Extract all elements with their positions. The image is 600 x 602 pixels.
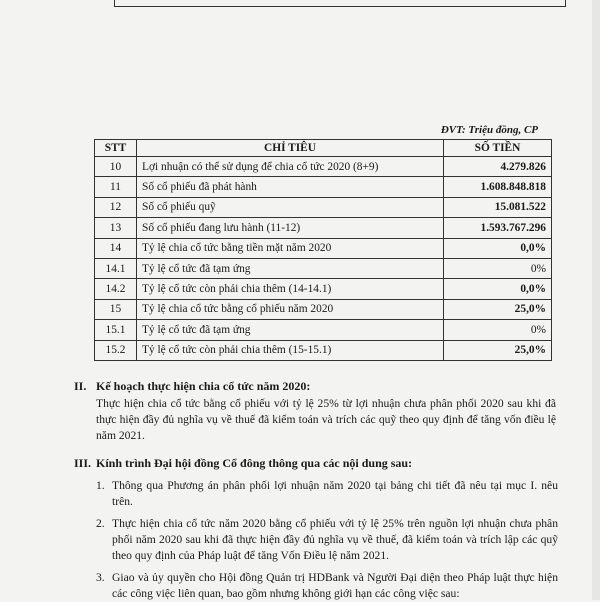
section-2-title: Kế hoạch thực hiện chia cổ tức năm 2020: xyxy=(96,379,311,393)
table-cell-so-tien: 0,0% xyxy=(444,238,552,258)
previous-table-edge xyxy=(114,0,566,7)
table-row xyxy=(95,157,552,177)
table-header-row xyxy=(95,140,552,157)
table-cell-chi-tieu: Tỷ lệ cổ tức đã tạm ứng xyxy=(137,258,444,278)
table-cell-stt: 10 xyxy=(95,157,137,177)
header-so-tien: SỐ TIỀN xyxy=(444,140,552,157)
table-cell-so-tien: 0% xyxy=(444,258,552,278)
list-item-2 xyxy=(96,516,558,564)
table-cell-so-tien: 15.081.522 xyxy=(444,197,552,217)
table-row xyxy=(95,258,552,278)
table-cell-so-tien: 0,0% xyxy=(444,279,552,299)
list-item-number: 1. xyxy=(96,479,105,492)
list-item-text: Giao và ủy quyền cho Hội đồng Quản trị HDBank và Người Đại diện theo Pháp luật thực hiện các công việc liên quan, bao gồm nhưng không giới hạn các công việc sau: xyxy=(112,571,558,600)
list-item-3 xyxy=(96,570,558,602)
section-2-heading xyxy=(74,379,310,394)
table-cell-so-tien: 1.608.848.818 xyxy=(444,177,552,197)
table-cell-stt: 15 xyxy=(95,299,137,319)
table-row xyxy=(95,197,552,217)
table-cell-so-tien: 25,0% xyxy=(444,340,552,360)
table-cell-chi-tieu: Tỷ lệ cổ tức còn phải chia thêm (15-15.1) xyxy=(137,340,444,360)
table-cell-stt: 15.2 xyxy=(95,340,137,360)
list-item-number: 3. xyxy=(96,571,105,584)
section-2-number: II. xyxy=(74,379,87,393)
table-cell-so-tien: 25,0% xyxy=(444,299,552,319)
list-item-1 xyxy=(96,478,558,510)
table-cell-chi-tieu: Số cổ phiếu quỹ xyxy=(137,197,444,217)
table-cell-chi-tieu: Tỷ lệ chia cổ tức bằng tiền mặt năm 2020 xyxy=(137,238,444,258)
table-cell-so-tien: 1.593.767.296 xyxy=(444,218,552,238)
table-cell-chi-tieu: Tỷ lệ chia cổ tức bằng cổ phiếu năm 2020 xyxy=(137,299,444,319)
table-cell-chi-tieu: Số cổ phiếu đã phát hành xyxy=(137,177,444,197)
dividend-table xyxy=(94,139,552,361)
table-cell-so-tien: 4.279.826 xyxy=(444,157,552,177)
list-item-number: 2. xyxy=(96,517,105,530)
table-cell-chi-tieu: Lợi nhuận có thể sử dụng để chia cổ tức 2020 (8+9) xyxy=(137,157,444,177)
list-item-text: Thực hiện chia cổ tức năm 2020 bằng cổ phiếu với tỷ lệ 25% trên nguồn lợi nhuận chưa phân phối năm 2020 sau khi đã thực hiện đầy đủ nghĩa vụ về thuế, đã kiểm toán và trích lập các quỹ theo quy định của Pháp luật để tăng Vốn Điều lệ năm 2021. xyxy=(112,517,558,562)
table-row xyxy=(95,320,552,340)
table-cell-so-tien: 0% xyxy=(444,320,552,340)
table-cell-stt: 12 xyxy=(95,197,137,217)
section-3-number: III. xyxy=(74,456,92,470)
table-cell-stt: 14 xyxy=(95,238,137,258)
list-item-text: Thông qua Phương án phân phối lợi nhuận năm 2020 tại bảng chi tiết đã nêu tại mục I. nêu trên. xyxy=(112,479,558,508)
section-3-title: Kính trình Đại hội đồng Cổ đông thông qua các nội dung sau: xyxy=(96,456,413,470)
table-cell-stt: 13 xyxy=(95,218,137,238)
header-chi-tieu: CHỈ TIÊU xyxy=(137,140,444,157)
table-row xyxy=(95,238,552,258)
table-row xyxy=(95,279,552,299)
section-2-body: Thực hiện chia cổ tức bằng cổ phiếu với tỷ lệ 25% từ lợi nhuận chưa phân phối 2020 sau khi đã thực hiện đầy đủ nghĩa vụ về thuế đã kiểm toán và trích các quỹ theo quy định để tăng vốn điều lệ năm 2021. xyxy=(96,397,556,442)
table-cell-stt: 15.1 xyxy=(95,320,137,340)
table-cell-chi-tieu: Số cổ phiếu đang lưu hành (11-12) xyxy=(137,218,444,238)
table-cell-chi-tieu: Tỷ lệ cổ tức đã tạm ứng xyxy=(137,320,444,340)
unit-note: ĐVT: Triệu đồng, CP xyxy=(440,124,538,136)
table-row xyxy=(95,177,552,197)
table-cell-chi-tieu: Tỷ lệ cổ tức còn phải chia thêm (14-14.1) xyxy=(137,279,444,299)
table-cell-stt: 11 xyxy=(95,177,137,197)
table-cell-stt: 14.2 xyxy=(95,279,137,299)
section-3-heading xyxy=(74,456,412,471)
table-row xyxy=(95,340,552,360)
table-row xyxy=(95,299,552,319)
page-edge-shadow xyxy=(592,0,600,600)
header-stt: STT xyxy=(95,140,137,157)
table-row xyxy=(95,218,552,238)
table-cell-stt: 14.1 xyxy=(95,258,137,278)
